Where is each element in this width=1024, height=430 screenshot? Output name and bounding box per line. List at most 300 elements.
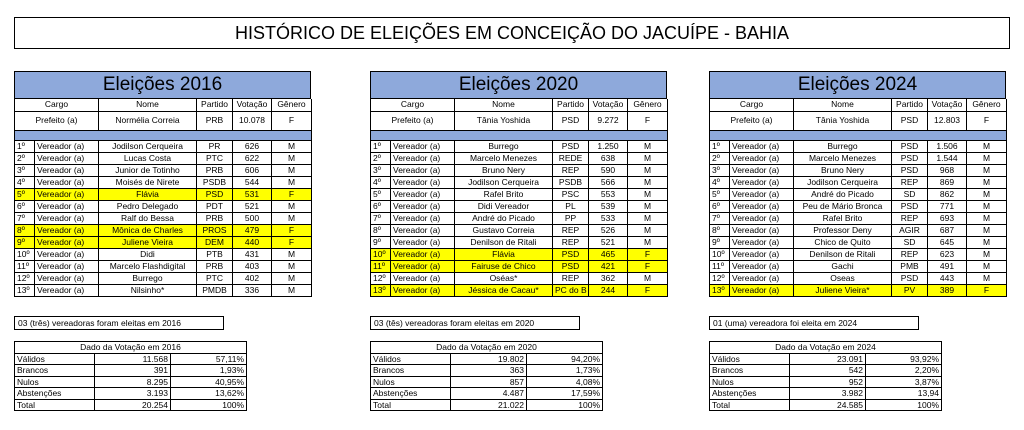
vereador-genero: M	[967, 176, 1007, 188]
vereador-row	[710, 284, 1007, 296]
vereador-cargo: Vereador (a)	[35, 200, 99, 212]
vereador-cargo: Vereador (a)	[730, 164, 794, 176]
votes-percent: 1,73%	[527, 365, 603, 377]
vereador-row	[371, 188, 668, 200]
vereador-partido: REP	[553, 236, 589, 248]
vereador-votacao: 544	[233, 176, 272, 188]
prefeito-row	[15, 111, 312, 130]
vereador-row	[15, 224, 312, 236]
votes-row	[710, 353, 942, 365]
vereador-row	[15, 200, 312, 212]
vereador-genero: M	[967, 200, 1007, 212]
vereador-cargo: Vereador (a)	[35, 272, 99, 284]
vereador-partido: PC do B	[553, 284, 589, 296]
vereador-partido: PTC	[197, 272, 233, 284]
vereador-partido: PSD	[553, 248, 589, 260]
prefeito-nome: Normélia Correia	[99, 111, 197, 130]
vereador-nome: Mônica de Charles	[99, 224, 197, 236]
vereador-votacao: 693	[928, 212, 967, 224]
vereador-row	[710, 248, 1007, 260]
prefeito-partido: PSD	[553, 111, 589, 130]
vereador-genero: M	[628, 140, 668, 152]
vereador-genero: M	[628, 176, 668, 188]
votes-summary-2	[709, 341, 941, 411]
vereador-row	[15, 164, 312, 176]
vereador-genero: M	[628, 212, 668, 224]
vereador-votacao: 533	[589, 212, 628, 224]
vereador-cargo: Vereador (a)	[730, 248, 794, 260]
column-header-nome: Nome	[99, 99, 197, 111]
vereador-votacao: 443	[928, 272, 967, 284]
vereador-row	[710, 188, 1007, 200]
vereador-nome: Didi	[99, 248, 197, 260]
vereador-partido: PP	[553, 212, 589, 224]
vereador-genero: M	[628, 236, 668, 248]
vereador-votacao: 362	[589, 272, 628, 284]
vereador-partido: PSD	[892, 164, 928, 176]
vereador-position: 12º	[710, 272, 730, 284]
vereador-partido: AGIR	[892, 224, 928, 236]
vereador-genero: M	[628, 188, 668, 200]
votes-row	[15, 376, 247, 388]
vereador-votacao: 1.544	[928, 152, 967, 164]
vereador-position: 2º	[710, 152, 730, 164]
vereador-cargo: Vereador (a)	[730, 284, 794, 296]
vereador-votacao: 531	[233, 188, 272, 200]
vereador-row	[710, 152, 1007, 164]
prefeito-votacao: 10.078	[233, 111, 272, 130]
vereador-position: 10º	[710, 248, 730, 260]
vereador-votacao: 431	[233, 248, 272, 260]
votes-value: 952	[790, 376, 866, 388]
vereador-position: 3º	[710, 164, 730, 176]
votes-value: 19.802	[451, 353, 527, 365]
table-header-row	[371, 99, 668, 111]
vereador-nome: Flávia	[99, 188, 197, 200]
vereador-genero: F	[628, 248, 668, 260]
votes-row	[371, 376, 603, 388]
vereador-partido: PSD	[892, 200, 928, 212]
votes-label: Válidos	[710, 353, 790, 365]
votes-percent: 40,95%	[171, 376, 247, 388]
vereador-row	[710, 224, 1007, 236]
votes-label: Nulos	[371, 376, 451, 388]
vereador-nome: Bruno Nery	[794, 164, 892, 176]
elected-women-note: 01 (uma) vereadora foi eleita em 2024	[709, 316, 919, 330]
vereador-cargo: Vereador (a)	[730, 188, 794, 200]
vereador-cargo: Vereador (a)	[391, 284, 455, 296]
vereador-partido: REP	[892, 248, 928, 260]
votes-label: Nulos	[15, 376, 95, 388]
vereador-genero: M	[967, 212, 1007, 224]
vereador-votacao: 521	[589, 236, 628, 248]
votes-row	[15, 353, 247, 365]
votes-value: 4.487	[451, 388, 527, 400]
vereador-cargo: Vereador (a)	[391, 176, 455, 188]
vereador-position: 9º	[371, 236, 391, 248]
vereador-nome: Rafel Brito	[455, 188, 553, 200]
vereador-votacao: 622	[233, 152, 272, 164]
vereador-cargo: Vereador (a)	[35, 164, 99, 176]
vereador-genero: M	[628, 272, 668, 284]
vereador-row	[371, 248, 668, 260]
vereador-genero: M	[628, 224, 668, 236]
vereador-row	[371, 236, 668, 248]
column-header-partido: Partido	[553, 99, 589, 111]
vereador-nome: Burrego	[794, 140, 892, 152]
vereador-cargo: Vereador (a)	[391, 248, 455, 260]
vereador-partido: REP	[553, 164, 589, 176]
votes-label: Abstenções	[371, 388, 451, 400]
vereador-partido: PSDB	[553, 176, 589, 188]
vereador-cargo: Vereador (a)	[35, 176, 99, 188]
votes-value: 3.193	[95, 388, 171, 400]
votes-label: Brancos	[710, 365, 790, 377]
vereador-row	[371, 200, 668, 212]
vereador-partido: PSD	[892, 272, 928, 284]
vereador-position: 9º	[710, 236, 730, 248]
vereador-cargo: Vereador (a)	[391, 200, 455, 212]
vereador-cargo: Vereador (a)	[730, 272, 794, 284]
vereador-nome: Marcelo Menezes	[794, 152, 892, 164]
vereador-partido: PSDB	[197, 176, 233, 188]
vereador-position: 11º	[15, 260, 35, 272]
vereador-cargo: Vereador (a)	[730, 224, 794, 236]
vereador-votacao: 1.250	[589, 140, 628, 152]
prefeito-cargo: Prefeito (a)	[15, 111, 99, 130]
votes-label: Válidos	[15, 353, 95, 365]
vereador-cargo: Vereador (a)	[391, 236, 455, 248]
separator-bar	[15, 130, 312, 140]
votes-row	[371, 365, 603, 377]
election-panel-2	[709, 71, 1006, 297]
election-heading: Eleições 2020	[370, 71, 667, 99]
vereador-partido: PSD	[553, 260, 589, 272]
vereador-nome: Burrego	[99, 272, 197, 284]
votes-percent: 3,87%	[866, 376, 942, 388]
vereador-cargo: Vereador (a)	[35, 248, 99, 260]
elected-women-note: 03 (três) vereadoras foram eleitas em 2016	[14, 316, 224, 330]
vereador-row	[15, 176, 312, 188]
vereador-genero: M	[272, 176, 312, 188]
vereador-partido: PTC	[197, 152, 233, 164]
vereador-nome: Jodilson Cerqueira	[99, 140, 197, 152]
vereador-position: 10º	[15, 248, 35, 260]
vereador-genero: M	[628, 152, 668, 164]
vereador-partido: PTB	[197, 248, 233, 260]
vereador-partido: PDT	[197, 200, 233, 212]
vereador-partido: PV	[892, 284, 928, 296]
vereador-nome: Marcelo Menezes	[455, 152, 553, 164]
vereador-cargo: Vereador (a)	[730, 212, 794, 224]
votes-value: 857	[451, 376, 527, 388]
votes-value: 24.585	[790, 399, 866, 411]
votes-label: Válidos	[371, 353, 451, 365]
vereador-partido: DEM	[197, 236, 233, 248]
vereador-nome: Nilsinho*	[99, 284, 197, 296]
vereador-position: 7º	[371, 212, 391, 224]
votes-label: Total	[371, 399, 451, 411]
election-table	[14, 99, 312, 297]
vereador-row	[15, 272, 312, 284]
vereador-genero: F	[272, 224, 312, 236]
votes-table	[709, 341, 942, 411]
prefeito-row	[371, 111, 668, 130]
vereador-cargo: Vereador (a)	[391, 152, 455, 164]
prefeito-row	[710, 111, 1007, 130]
vereador-cargo: Vereador (a)	[391, 140, 455, 152]
prefeito-votacao: 12.803	[928, 111, 967, 130]
vereador-position: 11º	[371, 260, 391, 272]
vereador-position: 5º	[15, 188, 35, 200]
vereador-nome: Bruno Nery	[455, 164, 553, 176]
vereador-row	[710, 236, 1007, 248]
vereador-position: 6º	[710, 200, 730, 212]
vereador-votacao: 638	[589, 152, 628, 164]
vereador-row	[371, 176, 668, 188]
vereador-cargo: Vereador (a)	[730, 140, 794, 152]
vereador-position: 2º	[371, 152, 391, 164]
vereador-genero: M	[272, 164, 312, 176]
vereador-nome: Didi Vereador	[455, 200, 553, 212]
vereador-cargo: Vereador (a)	[35, 260, 99, 272]
votes-row	[371, 388, 603, 400]
vereador-position: 3º	[371, 164, 391, 176]
vereador-partido: SD	[892, 188, 928, 200]
vereador-position: 6º	[15, 200, 35, 212]
vereador-genero: M	[967, 248, 1007, 260]
vereador-genero: F	[967, 284, 1007, 296]
vereador-votacao: 566	[589, 176, 628, 188]
votes-label: Total	[15, 399, 95, 411]
vereador-partido: PRB	[197, 260, 233, 272]
votes-percent: 17,59%	[527, 388, 603, 400]
vereador-position: 13º	[710, 284, 730, 296]
vereador-genero: M	[628, 164, 668, 176]
vereador-nome: Juliene Vieira*	[794, 284, 892, 296]
vereador-position: 4º	[371, 176, 391, 188]
vereador-position: 5º	[371, 188, 391, 200]
vereador-partido: REP	[892, 176, 928, 188]
vereador-nome: Chico de Quito	[794, 236, 892, 248]
vereador-genero: M	[967, 164, 1007, 176]
votes-table	[14, 341, 247, 411]
vereador-cargo: Vereador (a)	[730, 236, 794, 248]
vereador-genero: M	[272, 212, 312, 224]
vereador-cargo: Vereador (a)	[730, 260, 794, 272]
vereador-votacao: 491	[928, 260, 967, 272]
vereador-row	[15, 152, 312, 164]
vereador-genero: M	[967, 140, 1007, 152]
separator-cell	[371, 130, 668, 140]
column-header-nome: Nome	[455, 99, 553, 111]
vereador-cargo: Vereador (a)	[35, 188, 99, 200]
votes-percent: 1,93%	[171, 365, 247, 377]
votes-percent: 100%	[866, 399, 942, 411]
election-panel-1	[370, 71, 667, 297]
column-header-partido: Partido	[197, 99, 233, 111]
vereador-votacao: 1.506	[928, 140, 967, 152]
vereador-position: 13º	[371, 284, 391, 296]
vereador-cargo: Vereador (a)	[35, 284, 99, 296]
vereador-votacao: 968	[928, 164, 967, 176]
vereador-cargo: Vereador (a)	[391, 224, 455, 236]
vereador-votacao: 645	[928, 236, 967, 248]
votes-row	[15, 365, 247, 377]
vereador-nome: Rafel Brito	[794, 212, 892, 224]
vereador-row	[371, 284, 668, 296]
vereador-cargo: Vereador (a)	[35, 224, 99, 236]
vereador-partido: PSD	[892, 140, 928, 152]
vereador-cargo: Vereador (a)	[391, 164, 455, 176]
vereador-genero: F	[272, 188, 312, 200]
vereador-nome: Flávia	[455, 248, 553, 260]
votes-percent: 93,92%	[866, 353, 942, 365]
votes-row	[371, 353, 603, 365]
prefeito-nome: Tânia Yoshida	[794, 111, 892, 130]
vereador-partido: PRB	[197, 212, 233, 224]
vereador-nome: Juliene Vieira	[99, 236, 197, 248]
vereador-nome: Lucas Costa	[99, 152, 197, 164]
votes-value: 21.022	[451, 399, 527, 411]
votes-value: 542	[790, 365, 866, 377]
column-header-partido: Partido	[892, 99, 928, 111]
vereador-position: 5º	[710, 188, 730, 200]
votes-summary-0	[14, 341, 246, 411]
vereador-genero: M	[967, 236, 1007, 248]
vereador-votacao: 539	[589, 200, 628, 212]
vereador-row	[15, 236, 312, 248]
votes-row	[15, 388, 247, 400]
vereador-genero: M	[272, 200, 312, 212]
vereador-position: 8º	[15, 224, 35, 236]
vereador-cargo: Vereador (a)	[391, 188, 455, 200]
column-header-cargo: Cargo	[371, 99, 455, 111]
vereador-partido: PSC	[553, 188, 589, 200]
column-header-votacao: Votação	[589, 99, 628, 111]
votes-title-row	[15, 342, 247, 354]
votes-percent: 2,20%	[866, 365, 942, 377]
vereador-genero: M	[967, 188, 1007, 200]
vereador-nome: Marcelo Flashdigital	[99, 260, 197, 272]
prefeito-partido: PSD	[892, 111, 928, 130]
vereador-position: 4º	[15, 176, 35, 188]
votes-title: Dado da Votação em 2020	[371, 342, 603, 354]
votes-row	[710, 376, 942, 388]
votes-percent: 13,94	[866, 388, 942, 400]
vereador-votacao: 687	[928, 224, 967, 236]
votes-title-row	[371, 342, 603, 354]
prefeito-genero: F	[628, 111, 668, 130]
vereador-nome: Jéssica de Cacau*	[455, 284, 553, 296]
vereador-row	[15, 260, 312, 272]
vereador-votacao: 590	[589, 164, 628, 176]
votes-percent: 13,62%	[171, 388, 247, 400]
vereador-votacao: 389	[928, 284, 967, 296]
vereador-position: 13º	[15, 284, 35, 296]
vereador-partido: PL	[553, 200, 589, 212]
vereador-nome: Ralf do Bessa	[99, 212, 197, 224]
votes-value: 3.982	[790, 388, 866, 400]
vereador-votacao: 526	[589, 224, 628, 236]
column-header-votacao: Votação	[233, 99, 272, 111]
vereador-votacao: 553	[589, 188, 628, 200]
vereador-position: 8º	[710, 224, 730, 236]
vereador-genero: M	[272, 260, 312, 272]
vereador-position: 9º	[15, 236, 35, 248]
vereador-position: 1º	[15, 140, 35, 152]
vereador-cargo: Vereador (a)	[35, 236, 99, 248]
vereador-position: 11º	[710, 260, 730, 272]
vereador-partido: REP	[553, 224, 589, 236]
vereador-votacao: 465	[589, 248, 628, 260]
votes-label: Abstenções	[710, 388, 790, 400]
votes-row	[710, 388, 942, 400]
vereador-nome: André do Picado	[455, 212, 553, 224]
column-header-cargo: Cargo	[15, 99, 99, 111]
vereador-cargo: Vereador (a)	[391, 260, 455, 272]
page-title: HISTÓRICO DE ELEIÇÕES EM CONCEIÇÃO DO JACUÍPE - BAHIA	[14, 17, 1010, 49]
vereador-votacao: 626	[233, 140, 272, 152]
votes-label: Abstenções	[15, 388, 95, 400]
column-header-genero: Gênero	[967, 99, 1007, 111]
vereador-position: 3º	[15, 164, 35, 176]
votes-label: Brancos	[371, 365, 451, 377]
vereador-genero: M	[628, 200, 668, 212]
vereador-row	[710, 212, 1007, 224]
vereador-votacao: 403	[233, 260, 272, 272]
votes-value: 20.254	[95, 399, 171, 411]
votes-value: 391	[95, 365, 171, 377]
vereador-genero: M	[967, 224, 1007, 236]
votes-label: Total	[710, 399, 790, 411]
votes-title: Dado da Votação em 2024	[710, 342, 942, 354]
election-heading: Eleições 2016	[14, 71, 311, 99]
votes-percent: 100%	[527, 399, 603, 411]
vereador-votacao: 479	[233, 224, 272, 236]
column-header-cargo: Cargo	[710, 99, 794, 111]
election-heading: Eleições 2024	[709, 71, 1006, 99]
vereador-row	[15, 140, 312, 152]
vereador-nome: Moisés de Nirete	[99, 176, 197, 188]
column-header-genero: Gênero	[272, 99, 312, 111]
vereador-row	[710, 272, 1007, 284]
vereador-nome: Professor Deny	[794, 224, 892, 236]
vereador-votacao: 623	[928, 248, 967, 260]
vereador-position: 4º	[710, 176, 730, 188]
prefeito-partido: PRB	[197, 111, 233, 130]
votes-value: 363	[451, 365, 527, 377]
votes-table	[370, 341, 603, 411]
vereador-position: 1º	[710, 140, 730, 152]
vereador-partido: PROS	[197, 224, 233, 236]
vereador-row	[15, 284, 312, 296]
vereador-partido: REP	[892, 212, 928, 224]
votes-value: 23.091	[790, 353, 866, 365]
vereador-genero: M	[967, 260, 1007, 272]
votes-value: 11.568	[95, 353, 171, 365]
vereador-votacao: 244	[589, 284, 628, 296]
votes-label: Nulos	[710, 376, 790, 388]
vereador-position: 7º	[15, 212, 35, 224]
vereador-genero: F	[628, 284, 668, 296]
vereador-partido: PSD	[197, 188, 233, 200]
votes-percent: 4,08%	[527, 376, 603, 388]
vereador-genero: F	[628, 260, 668, 272]
vereador-nome: Peu de Mário Bronca	[794, 200, 892, 212]
separator-bar	[371, 130, 668, 140]
vereador-genero: M	[967, 272, 1007, 284]
